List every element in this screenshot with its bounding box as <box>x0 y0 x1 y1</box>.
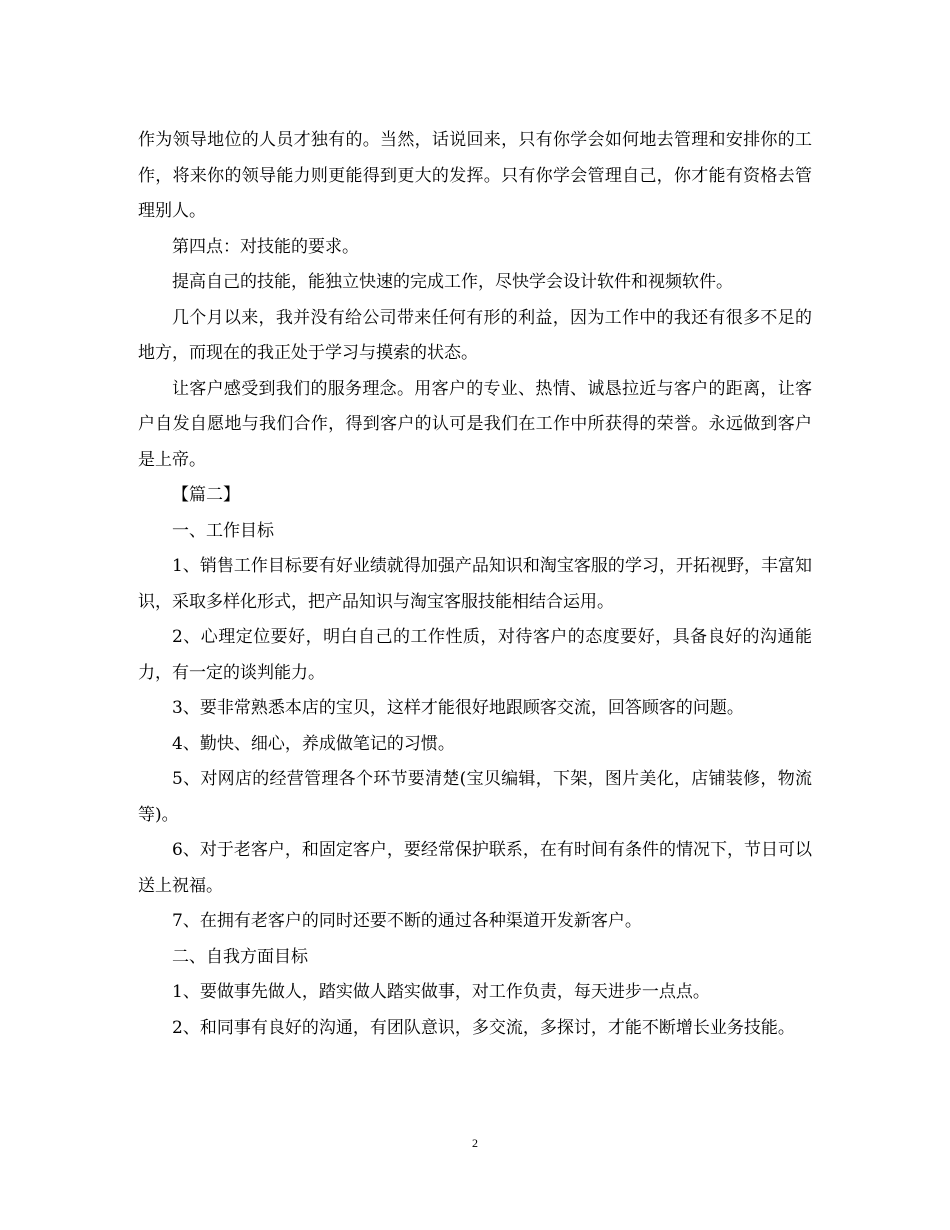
list-item-self-goal-1: 1、要做事先做人，踏实做人踏实做事，对工作负责，每天进步一点点。 <box>172 982 710 1002</box>
list-item-goal-7: 7、在拥有老客户的同时还要不断的通过各种渠道开发新客户。 <box>172 911 642 931</box>
page-number: 2 <box>472 1136 478 1150</box>
list-item-self-goal-2: 2、和同事有良好的沟通，有团队意识，多交流，多探讨，才能不断增长业务技能。 <box>172 1017 795 1038</box>
section-heading-work-goals: 一、工作目标 <box>172 520 274 541</box>
document-body <box>138 123 812 1046</box>
list-item-goal-5: 5、对网店的经营管理各个环节要清楚(宝贝编辑，下架，图片美化，店铺装修，物流等)。 <box>138 769 812 825</box>
list-item-goal-3: 3、要非常熟悉本店的宝贝，这样才能很好地跟顾客交流，回答顾客的问题。 <box>172 698 744 718</box>
paragraph-months-reflection: 几个月以来，我并没有给公司带来任何有形的利益，因为工作中的我还有很多不足的地方，而现在的我正处于学习与摸索的状态。 <box>138 307 812 363</box>
paragraph-point-four-heading: 第四点：对技能的要求。 <box>172 236 359 257</box>
list-item-goal-4: 4、勤快、细心，养成做笔记的习惯。 <box>172 733 455 754</box>
section-heading-part-two: 【篇二】 <box>172 485 240 505</box>
paragraph-improve-skills: 提高自己的技能，能独立快速的完成工作，尽快学会设计软件和视频软件。 <box>172 272 733 292</box>
paragraph-service-concept: 让客户感受到我们的服务理念。用客户的专业、热情、诚恳拉近与客户的距离，让客户自发自愿地与我们合作，得到客户的认可是我们在工作中所获得的荣誉。永远做到客户是上帝。 <box>138 378 812 470</box>
list-item-goal-6: 6、对于老客户，和固定客户，要经常保护联系，在有时间有条件的情况下，节日可以送上祝福。 <box>138 840 812 896</box>
section-heading-self-goals: 二、自我方面目标 <box>172 946 308 967</box>
paragraph-leadership: 作为领导地位的人员才独有的。当然，话说回来，只有你学会如何地去管理和安排你的工作，将来你的领导能力则更能得到更大的发挥。只有你学会管理自己，你才能有资格去管理别人。 <box>138 130 812 221</box>
list-item-goal-1: 1、销售工作目标要有好业绩就得加强产品知识和淘宝客服的学习，开拓视野，丰富知识，采取多样化形式，把产品知识与淘宝客服技能相结合运用。 <box>138 556 812 612</box>
list-item-goal-2: 2、心理定位要好，明白自己的工作性质，对待客户的态度要好，具备良好的沟通能力，有一定的谈判能力。 <box>138 627 812 683</box>
